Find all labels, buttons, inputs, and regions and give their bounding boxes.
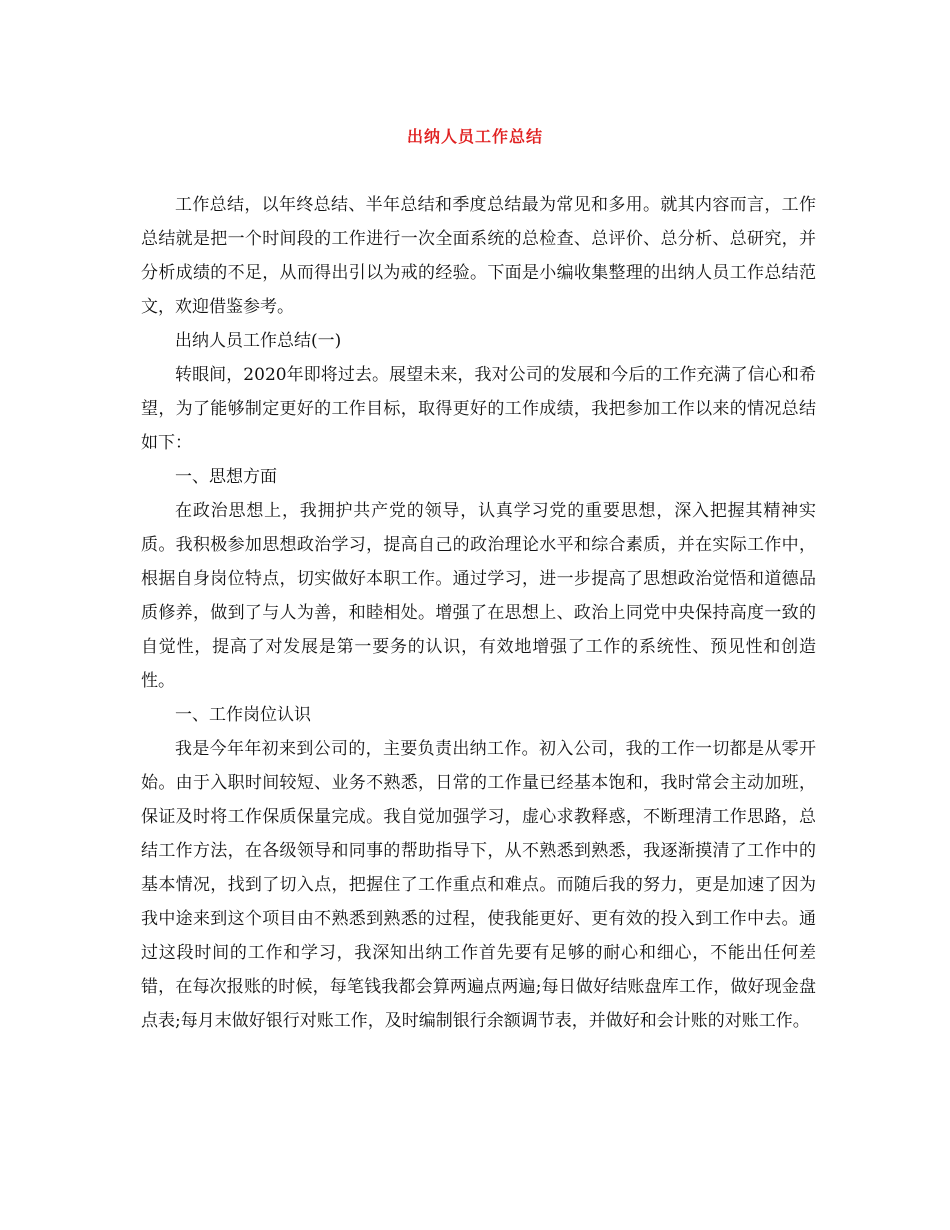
section-heading-summary-1: 出纳人员工作总结(一): [175, 331, 342, 351]
paragraph-opening: 转眼间，2020年即将过去。展望未来，我对公司的发展和今后的工作充满了信心和希望，为了能够制定更好的工作目标，取得更好的工作成绩，我把参加工作以来的情况总结如下：: [141, 365, 816, 453]
paragraph-intro: 工作总结，以年终总结、半年总结和季度总结最为常见和多用。就其内容而言，工作总结就是把一个时间段的工作进行一次全面系统的总检查、总评价、总分析、总研究，并分析成绩的不足，从而得出引以为戒的经验。下面是小编收集整理的出纳人员工作总结范文，欢迎借鉴参考。: [141, 195, 816, 317]
document-body: [141, 188, 816, 1038]
section-heading-job: 一、工作岗位认识: [175, 705, 311, 725]
paragraph-job: 我是今年年初来到公司的，主要负责出纳工作。初入公司，我的工作一切都是从零开始。由于入职时间较短、业务不熟悉，日常的工作量已经基本饱和，我时常会主动加班，保证及时将工作保质保量完成。我自觉加强学习，虚心求教释惑，不断理清工作思路，总结工作方法，在各级领导和同事的帮助指导下，从不熟悉到熟悉，我逐渐摸清了工作中的基本情况，找到了切入点，把握住了工作重点和难点。而随后我的努力，更是加速了因为我中途来到这个项目由不熟悉到熟悉的过程，使我能更好、更有效的投入到工作中去。通过这段时间的工作和学习，我深知出纳工作首先要有足够的耐心和细心，不能出任何差错，在每次报账的时候，每笔钱我都会算两遍点两遍;每日做好结账盘库工作，做好现金盘点表;每月末做好银行对账工作，及时编制银行余额调节表，并做好和会计账的对账工作。: [141, 739, 816, 1031]
paragraph-ideology: 在政治思想上，我拥护共产党的领导，认真学习党的重要思想，深入把握其精神实质。我积极参加思想政治学习，提高自己的政治理论水平和综合素质，并在实际工作中，根据自身岗位特点，切实做好本职工作。通过学习，进一步提高了思想政治觉悟和道德品质修养，做到了与人为善，和睦相处。增强了在思想上、政治上同党中央保持高度一致的自觉性，提高了对发展是第一要务的认识，有效地增强了工作的系统性、预见性和创造性。: [141, 501, 816, 691]
document-title: 出纳人员工作总结: [406, 127, 543, 146]
section-heading-ideology: 一、思想方面: [175, 467, 277, 487]
